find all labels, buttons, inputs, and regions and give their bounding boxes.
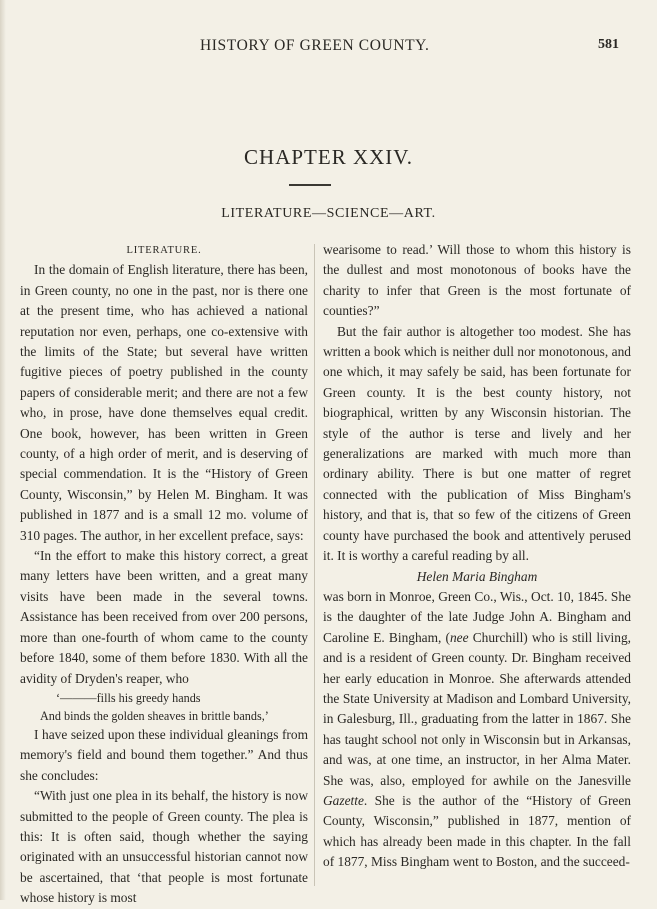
paragraph: But the fair author is altogether too modest. She has written a book which is neither dull nor monotonous, and one which, it may safely be said, has been fortunate for Green county. It is the best county history, not biographical, written by any Wisconsin historian. The style of the author is terse and lively and her generalizations are marked with much more than ordinary ability. There is but one matter of regret connected with the publication of Miss Bingham's history, and that is, that so few of the citizens of Green county have purchased the book and attentively perused it. It is worthy a careful reading by all. [323, 323, 631, 564]
chapter-subtitle: LITERATURE—SCIENCE—ART. [221, 206, 436, 221]
chapter-rule [289, 184, 331, 186]
text-run-italic: Gazette [323, 792, 364, 808]
chapter-title: CHAPTER XXIV. [244, 145, 413, 169]
biography-heading: Helen Maria Bingham [416, 568, 538, 584]
text-run: was born in Monroe, Green Co., Wis., Oct. 10, 1845. She is the daughter of the late Judge John A. Bingham and Caroline E. Bingham, ( [323, 588, 631, 645]
paragraph: In the domain of English literature, there has been, in Green county, no one in the past, nor is there one at the present time, who has achieved a national reputation nor even, perhaps, one co-extensive with the limits of the State; but several have written fugitive pieces of poetry published in the county papers of considerable merit; and there are not a few who, in prose, have done themselves equal credit. One book, however, has been written in Green county, of a high order of merit, and is deserving of special commendation. It is the “History of Green County, Wisconsin,” by Helen M. Bingham. It was published in 1877 and is a small 12 mo. volume of 310 pages. The author, in her excellent preface, says: [20, 262, 308, 543]
text-run: Churchill) who is still living, and is a resident of Green county. Dr. Bingham received her early education in Monroe. She afterwards attended the State University at Madison and Lombard University, in Galesburg, Ill., graduating from the latter in 1867. She has taught school not only in Wisconsin but in Arkansas, and was, at one time, an instructor, in her Alma Mater. She was, also, employed for awhile on the Janesville [323, 629, 631, 788]
left-column [20, 240, 308, 909]
verse-line: And binds the golden sheaves in brittle bands,’ [40, 708, 269, 723]
text-run-italic: nee [449, 629, 469, 645]
column-divider [314, 244, 315, 886]
biography-paragraph [323, 587, 631, 873]
right-column [323, 240, 631, 873]
paragraph: “In the effort to make this history correct, a great many letters have been written, and a great many visits have been made in the several towns. Assistance has been received from over 200 persons, more than one-fourth of whom came to the county before 1840, some of them before 1830. With all the avidity of Dryden's reaper, who [20, 548, 308, 686]
paragraph: I have seized upon these individual gleanings from memory's field and bound them together.” And thus she concludes: [20, 726, 308, 783]
page-number: 581 [598, 37, 619, 52]
section-heading-literature: LITERATURE. [126, 245, 202, 256]
verse-line: ‘———fills his greedy hands [56, 690, 201, 705]
page-edge [0, 0, 6, 900]
text-run: . She is the author of the “History of Green County, Wisconsin,” published in 1877, mention of which has already been made in this chapter. In the fall of 1877, Miss Bingham went to Boston, and the succeed- [323, 792, 631, 870]
running-head: HISTORY OF GREEN COUNTY. [200, 37, 430, 54]
paragraph: wearisome to read.’ Will those to whom this history is the dullest and most monotonous of books have the charity to infer that Green is the most fortunate of counties?” [323, 242, 631, 319]
paragraph: “With just one plea in its behalf, the history is now submitted to the people of Green county. The plea is this: It is often said, though whether the saying originated with an unsuccessful historian cannot now be ascertained, that ‘that people is most fortunate whose history is most [20, 788, 308, 906]
